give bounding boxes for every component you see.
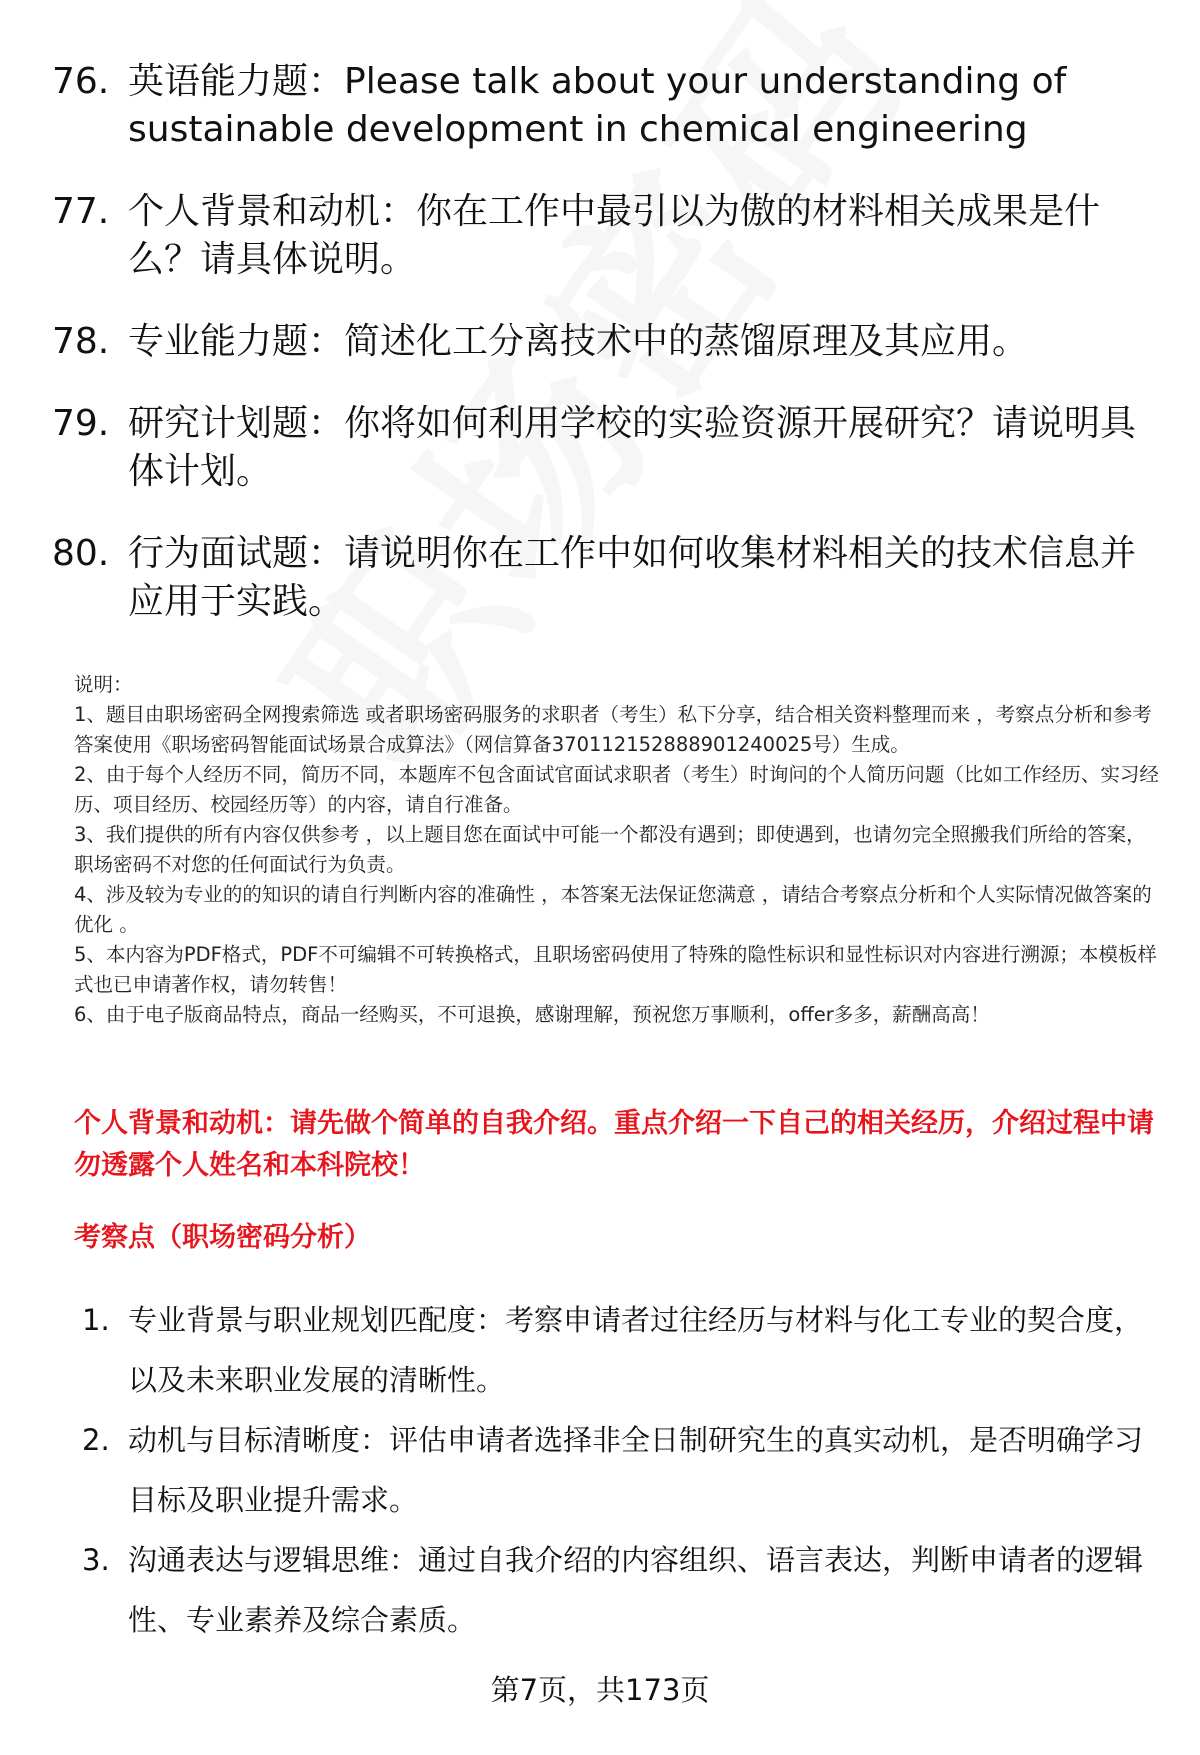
page-footer: 第7页，共173页	[490, 1673, 710, 1707]
note-item: 3、我们提供的所有内容仅供参考 ，以上题目您在面试中可能一个都没有遇到；即使遇到，也请勿完全照搬我们所给的答案，职场密码不对您的任何面试行为负责。	[74, 823, 1146, 876]
question-text: 专业能力题：简述化工分离技术中的蒸馏原理及其应用。	[128, 321, 1029, 362]
question-item	[52, 188, 1152, 284]
question-item	[52, 530, 1152, 626]
analysis-point	[82, 1290, 1157, 1410]
highlighted-question: 个人背景和动机：请先做个简单的自我介绍。重点介绍一下自己的相关经历，介绍过程中请勿透露个人姓名和本科院校！	[74, 1108, 1154, 1181]
note-item: 5、本内容为PDF格式，PDF不可编辑不可转换格式，且职场密码使用了特殊的隐性标识和显性标识对内容进行溯源；本模板样式也已申请著作权，请勿转售！	[74, 943, 1157, 996]
analysis-point	[82, 1410, 1157, 1530]
note-item: 6、由于电子版商品特点，商品一经购买，不可退换，感谢理解，预祝您万事顺利，offer多多，薪酬高高！	[74, 1003, 990, 1026]
question-number: 78.	[52, 321, 110, 362]
note-item: 1、题目由职场密码全网搜索筛选 或者职场密码服务的求职者（考生）私下分享，结合相关资料整理而来 ，考察点分析和参考答案使用《职场密码智能面试场景合成算法》（网信算备370112152888901240025号）生成。	[74, 703, 1152, 756]
question-item	[52, 318, 1152, 366]
point-text: 沟通表达与逻辑思维：通过自我介绍的内容组织、语言表达，判断申请者的逻辑性、专业素养及综合素质。	[128, 1543, 1144, 1637]
question-item	[52, 58, 1152, 154]
question-text: 个人背景和动机：你在工作中最引以为傲的材料相关成果是什么？请具体说明。	[128, 191, 1101, 280]
notes-section	[74, 670, 1159, 1030]
note-item: 2、由于每个人经历不同，简历不同，本题库不包含面试官面试求职者（考生）时询问的个人简历问题（比如工作经历、实习经历、项目经历、校园经历等）的内容，请自行准备。	[74, 763, 1159, 816]
notes-heading: 说明：	[74, 673, 133, 696]
analysis-points	[82, 1290, 1157, 1650]
point-text: 动机与目标清晰度：评估申请者选择非全日制研究生的真实动机，是否明确学习目标及职业提升需求。	[128, 1423, 1144, 1517]
point-number: 1.	[82, 1303, 110, 1337]
note-item: 4、涉及较为专业的的知识的请自行判断内容的准确性 ，本答案无法保证您满意 ，请结合考察点分析和个人实际情况做答案的优化 。	[74, 883, 1152, 936]
question-number: 79.	[52, 403, 110, 444]
question-item	[52, 400, 1152, 496]
analysis-point	[82, 1530, 1157, 1650]
question-list	[52, 58, 1152, 660]
question-text: 研究计划题：你将如何利用学校的实验资源开展研究？请说明具体计划。	[128, 403, 1137, 492]
question-number: 80.	[52, 533, 110, 574]
question-number: 76.	[52, 61, 110, 102]
point-number: 2.	[82, 1423, 110, 1457]
point-number: 3.	[82, 1543, 110, 1577]
point-text: 专业背景与职业规划匹配度：考察申请者过往经历与材料与化工专业的契合度，以及未来职业发展的清晰性。	[128, 1303, 1144, 1397]
question-number: 77.	[52, 191, 110, 232]
analysis-heading: 考察点（职场密码分析）	[74, 1222, 371, 1253]
question-text: 英语能力题：Please talk about your understanding of sustainable development in chemical engineering	[128, 61, 1067, 150]
question-text: 行为面试题：请说明你在工作中如何收集材料相关的技术信息并应用于实践。	[128, 533, 1137, 622]
